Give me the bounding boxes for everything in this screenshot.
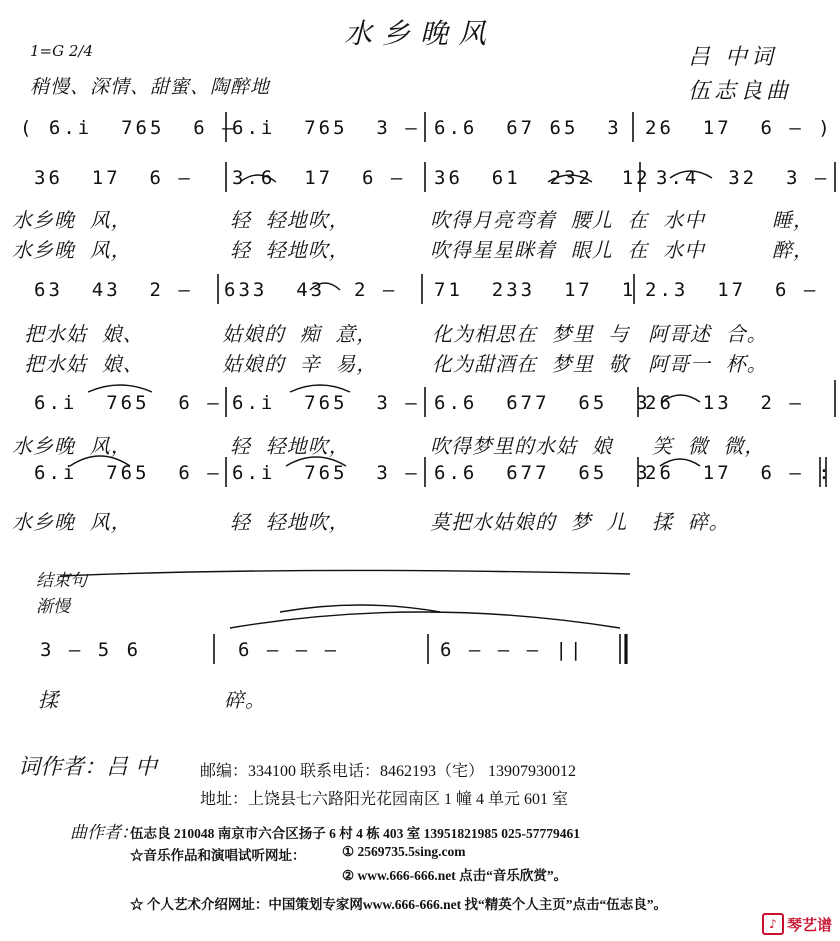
lyric-line: [12, 684, 832, 714]
lyric-line: [12, 204, 832, 234]
footer-intro-link[interactable]: ☆ 个人艺术介绍网址：中国策划专家网www.666-666.net 找“精英个人主页”点击“伍志良”。: [130, 897, 667, 912]
lyric-fragment: 轻 轻地吹，: [230, 208, 350, 232]
system-5: [0, 455, 840, 491]
lyric-fragment: 吹得月亮弯着 腰儿 在 水中: [430, 208, 706, 232]
measure-notes: 6.i 765 3 —: [232, 392, 435, 414]
measure: [645, 110, 833, 146]
measure-notes: 633 43 2 —: [224, 279, 412, 301]
lyric-line: [12, 318, 832, 348]
tempo-mood: 稍慢、深情、甜蜜、陶醉地: [30, 76, 271, 98]
logo-mark-icon: ♪: [762, 913, 784, 935]
lyric-fragment: 笑 微 微，: [652, 434, 766, 458]
ritardando-label: 渐慢: [36, 597, 70, 617]
lyric-fragment: 醉，: [772, 238, 814, 262]
measure-notes: 36 17 6 —: [34, 167, 208, 189]
measure-notes: 6.6 67 65 3: [434, 117, 637, 139]
coda-label: 结束句: [36, 571, 87, 591]
measure: [34, 272, 207, 308]
measure-notes: 6.6 677 65 3: [434, 392, 666, 414]
footer-audition-link-1[interactable]: ① 2569735.5sing.com: [342, 844, 466, 859]
lyric-fragment: 水乡晚 风，: [12, 434, 132, 458]
lyric-fragment: 吹得星星眯着 眼儿 在 水中: [430, 238, 706, 262]
measure-notes: 36 61 232 12: [434, 167, 666, 189]
measure: [434, 455, 665, 491]
measure: [232, 110, 434, 146]
lyric-fragment: 水乡晚 风，: [12, 208, 132, 232]
measure: [232, 385, 434, 421]
measure-notes: 26 13 2 —: [645, 392, 804, 414]
measure-notes: 26 17 6 — ): [645, 117, 833, 139]
key-signature: 1=G 2/4: [30, 42, 94, 60]
measure: [434, 272, 651, 308]
measure: [34, 160, 207, 196]
song-title: 水乡晚风: [343, 17, 496, 50]
footer-composer-label: 曲作者：: [70, 823, 138, 843]
measure-notes: 6.i 765 3 —: [232, 117, 435, 139]
tie: [280, 605, 440, 612]
composer-credit: 伍志良曲: [688, 79, 793, 104]
lyric-fragment: 把水姑 娘、: [24, 322, 144, 346]
system-3: [0, 272, 840, 308]
tie: [230, 612, 620, 628]
measure: [434, 385, 665, 421]
lyric-fragment: 睡，: [772, 208, 814, 232]
measure: [232, 455, 434, 491]
lyric-fragment: 揉: [38, 688, 59, 712]
measure: [238, 632, 354, 668]
measure: [645, 272, 818, 308]
lyric-fragment: 吹得梦里的水姑 娘: [430, 434, 613, 458]
measure-notes: 63 43 2 —: [34, 279, 208, 301]
footer-lyricist-label: 词作者：吕 中: [18, 755, 157, 780]
lyric-fragment: 揉 碎。: [652, 510, 730, 534]
lyric-fragment: 轻 轻地吹，: [230, 238, 350, 262]
measure: [434, 160, 665, 196]
measure-notes: 6.i 765 3 —: [232, 462, 435, 484]
lyric-fragment: 姑娘的 辛 易，: [222, 352, 378, 376]
logo-text: 琴艺谱: [786, 915, 832, 934]
lyricist-credit: 吕 中词: [688, 45, 777, 70]
lyric-fragment: 水乡晚 风，: [12, 238, 132, 262]
system-4: [0, 385, 840, 421]
measure: [656, 160, 829, 196]
measure: [645, 455, 833, 491]
lyric-fragment: 把水姑 娘、: [24, 352, 144, 376]
measure-notes: 6 — — — ||: [440, 639, 585, 661]
lyric-fragment: 轻 轻地吹，: [230, 510, 350, 534]
measure-notes: 71 233 17 1: [434, 279, 651, 301]
lyric-fragment: 姑娘的 痴 意，: [222, 322, 378, 346]
lyric-fragment: 水乡晚 风，: [12, 510, 132, 534]
measure: [20, 110, 251, 146]
measure-notes: 6.i 765 6 —: [34, 462, 237, 484]
measure-notes: 26 17 6 — :: [645, 462, 833, 484]
measure-notes: 6.i 765 6 —: [34, 392, 237, 414]
system-1: [0, 110, 840, 146]
footer-lyricist-address: 地址：上饶县七六路阳光花园南区 1 幢 4 单元 601 室: [200, 791, 569, 808]
measure: [34, 455, 236, 491]
lyric-fragment: 碎。: [224, 688, 266, 712]
measure: [645, 385, 804, 421]
measure: [232, 160, 420, 196]
footer-audition-link-2[interactable]: ② www.666-666.net 点击“音乐欣赏”。: [342, 868, 568, 883]
measure-notes: 3.6 17 6 —: [232, 167, 420, 189]
measure: [40, 632, 156, 668]
site-logo: [762, 913, 832, 935]
measure-notes: 3 — 5 6: [40, 639, 156, 661]
lyric-fragment: 阿哥述 合。: [648, 322, 768, 346]
measure-notes: 2.3 17 6 —: [645, 279, 819, 301]
lyric-line: [12, 506, 832, 536]
lyric-fragment: 化为甜酒在 梦里 敬: [432, 352, 630, 376]
measure-notes: 6.6 677 65 3: [434, 462, 666, 484]
lyric-line: [12, 348, 832, 378]
lyric-line: [12, 234, 832, 264]
lyric-fragment: 莫把水姑娘的 梦 儿: [430, 510, 628, 534]
footer-composer-contact: 伍志良 210048 南京市六合区扬子 6 村 4 栋 403 室 13951821985 025-57779461: [130, 826, 580, 841]
measure: [34, 385, 236, 421]
lyric-fragment: 阿哥一 杯。: [648, 352, 768, 376]
coda-bracket: [60, 570, 630, 576]
lyric-fragment: 轻 轻地吹，: [230, 434, 350, 458]
system-6: [0, 632, 840, 668]
footer-audition-label: ☆音乐作品和演唱试听网址：: [130, 848, 306, 863]
measure: [440, 632, 584, 668]
measure-notes: 3.4 32 3 —: [656, 167, 830, 189]
measure: [224, 272, 412, 308]
system-2: [0, 160, 840, 196]
measure: [434, 110, 636, 146]
measure-notes: ( 6.i 765 6 —: [20, 117, 252, 139]
measure-notes: 6 — — —: [238, 639, 354, 661]
footer-lyricist-contact: 邮编：334100 联系电话：8462193（宅） 13907930012: [200, 763, 577, 780]
lyric-fragment: 化为相思在 梦里 与: [432, 322, 630, 346]
